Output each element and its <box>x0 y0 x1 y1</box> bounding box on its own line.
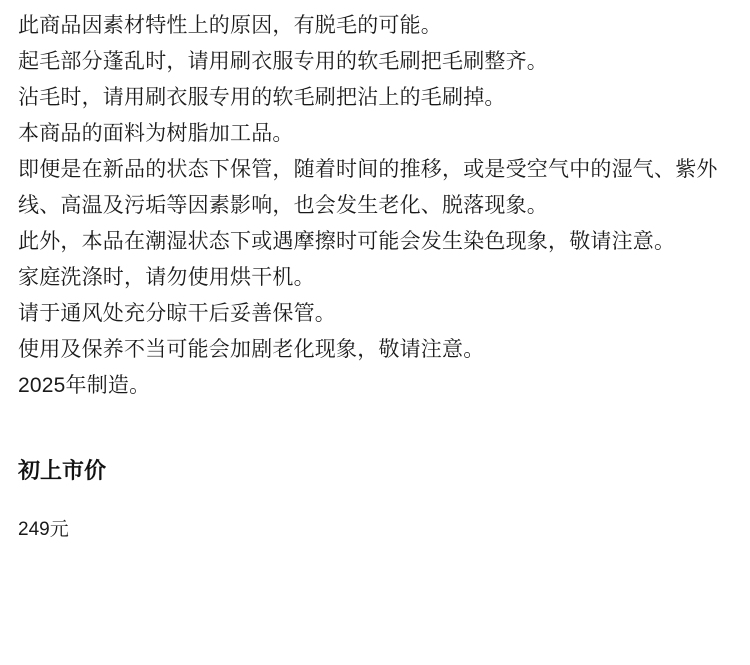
care-notes-list <box>18 8 732 404</box>
care-note-line: 此外，本品在潮湿状态下或遇摩擦时可能会发生染色现象，敬请注意。 <box>18 230 676 253</box>
price-value: 249元 <box>18 519 69 540</box>
care-note-line: 本商品的面料为树脂加工品。 <box>18 122 294 145</box>
price-section-heading: 初上市价 <box>18 458 107 483</box>
care-note-line: 请于通风处充分晾干后妥善保管。 <box>18 302 336 325</box>
care-note-line: 使用及保养不当可能会加剧老化现象，敬请注意。 <box>18 338 485 361</box>
care-note-line: 起毛部分蓬乱时，请用刷衣服专用的软毛刷把毛刷整齐。 <box>18 50 548 73</box>
care-note-line: 即便是在新品的状态下保管，随着时间的推移，或是受空气中的湿气、紫外线、高温及污垢等因素影响，也会发生老化、脱落现象。 <box>18 158 718 217</box>
care-note-line: 2025年制造。 <box>18 374 151 397</box>
care-note-line: 沾毛时，请用刷衣服专用的软毛刷把沾上的毛刷掉。 <box>18 86 506 109</box>
care-note-line: 家庭洗涤时，请勿使用烘干机。 <box>18 266 315 289</box>
care-note-line: 此商品因素材特性上的原因，有脱毛的可能。 <box>18 14 442 37</box>
